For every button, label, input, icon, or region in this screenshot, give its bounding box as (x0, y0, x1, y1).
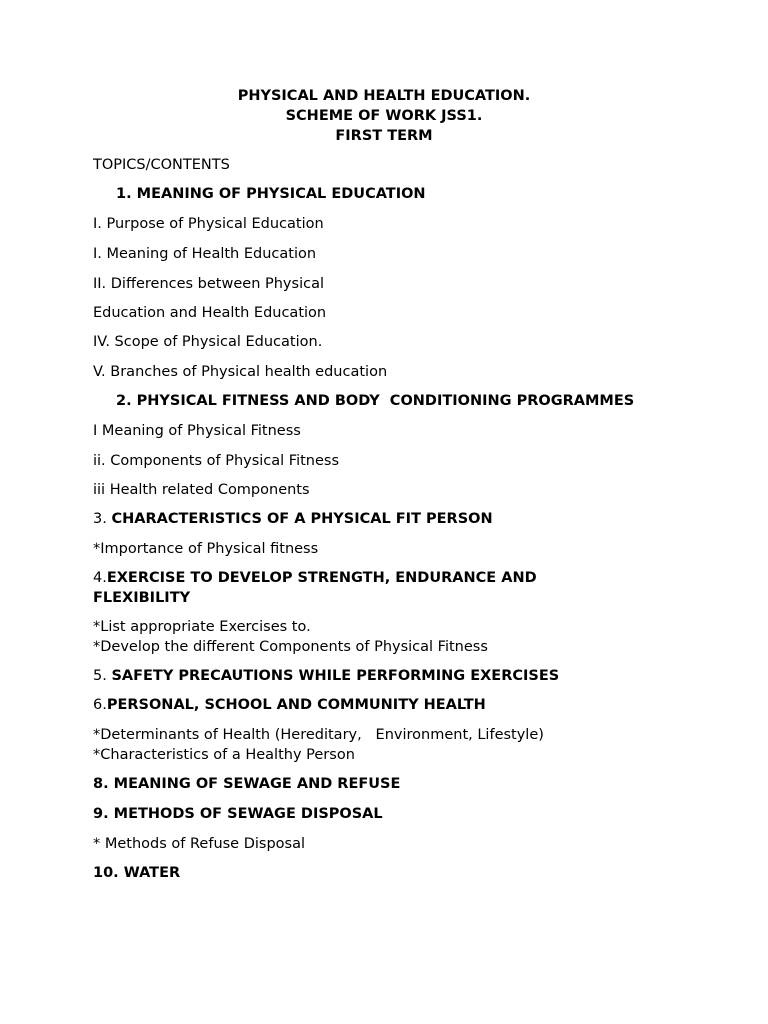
section-1-item: IV. Scope of Physical Education. (93, 334, 323, 350)
section-4-item: *List appropriate Exercises to. (93, 619, 311, 635)
section-9-item: * Methods of Refuse Disposal (93, 836, 306, 852)
section-4-number: 4. (93, 570, 107, 586)
section-2-item: iii Health related Components (93, 482, 310, 498)
section-6-item: *Determinants of Health (Hereditary, Environment, Lifestyle) (93, 727, 544, 743)
section-5-heading (93, 666, 693, 686)
section-2-heading: 2. PHYSICAL FITNESS AND BODY CONDITIONING PROGRAMMES (116, 393, 635, 409)
section-5-number: 5. (93, 668, 112, 684)
section-3-title: CHARACTERISTICS OF A PHYSICAL FIT PERSON (111, 511, 493, 527)
section-4-title: EXERCISE TO DEVELOP STRENGTH, ENDURANCE AND (106, 570, 537, 586)
section-6-heading (93, 695, 693, 715)
section-2-item: I Meaning of Physical Fitness (93, 423, 301, 439)
section-3-item: *Importance of Physical fitness (93, 541, 319, 557)
section-5-title: SAFETY PRECAUTIONS WHILE PERFORMING EXERCISES (111, 668, 560, 684)
section-10-heading: 10. WATER (93, 865, 181, 881)
section-1-item: I. Purpose of Physical Education (93, 216, 324, 232)
section-2-item: ii. Components of Physical Fitness (93, 453, 340, 469)
section-1-item: II. Differences between Physical (93, 276, 324, 292)
section-3-number: 3. (93, 511, 112, 527)
topics-label: TOPICS/CONTENTS (93, 157, 230, 173)
section-1-item: V. Branches of Physical health education (93, 364, 388, 380)
title-line-1: PHYSICAL AND HEALTH EDUCATION. (237, 88, 531, 104)
section-3-heading (93, 509, 693, 529)
section-4-title-cont: FLEXIBILITY (93, 590, 191, 606)
title-line-2: SCHEME OF WORK JSS1. (285, 108, 483, 124)
title-line-3: FIRST TERM (335, 128, 433, 144)
section-9-heading: 9. METHODS OF SEWAGE DISPOSAL (93, 806, 383, 822)
section-8-heading: 8. MEANING OF SEWAGE AND REFUSE (93, 776, 401, 792)
section-6-title: PERSONAL, SCHOOL AND COMMUNITY HEALTH (106, 697, 486, 713)
section-4-item: *Develop the different Components of Physical Fitness (93, 639, 488, 655)
section-1-item: Education and Health Education (93, 305, 327, 321)
document-title (93, 86, 675, 146)
section-1-item: I. Meaning of Health Education (93, 246, 317, 262)
section-1-heading: 1. MEANING OF PHYSICAL EDUCATION (116, 186, 426, 202)
section-6-number: 6. (93, 697, 107, 713)
document-page (93, 86, 693, 883)
section-6-item: *Characteristics of a Healthy Person (93, 747, 355, 763)
section-4-heading (93, 568, 693, 588)
